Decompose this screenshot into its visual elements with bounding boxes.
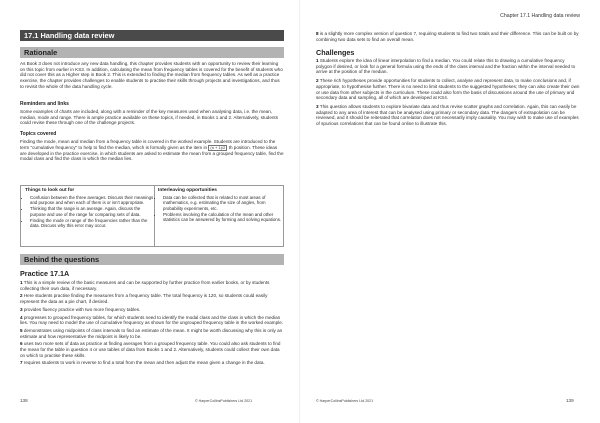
challenges-list	[316, 58, 580, 130]
topics-heading: Topics covered	[20, 131, 57, 137]
look-out-list	[21, 195, 154, 229]
right-page	[300, 0, 600, 423]
list-item: 7 requires students to work in reverse to find a total from the mean and then adjust the mean given a change in the data.	[20, 360, 265, 366]
list-item: 4 progresses to grouped frequency tables, for which students need to identify the modal class and the class in which the median lies. You may need to model the use of cumulative frequency as shown for the ungrouped frequency table in the worked example.	[20, 314, 284, 326]
list-item: 2 Here students practise finding the measures from a frequency table. The total frequency is 120, so students could easily represent the data as a pie chart, if desired.	[20, 293, 268, 305]
topics-text	[20, 139, 284, 162]
page-number-right: 139	[566, 398, 574, 403]
rationale-text: As Book 3 does not introduce any new data handling, this chapter provides students with an opportunity to review their learning on this topic from earlier in KS3. In addition, calculating the mean from frequency tables is covered for the benefit of students who did not cover this as a Higher step in Book 2. This is extended to finding the median from frequency tables. As well as a practice exercise, the chapter provides challenges to enable students to practise their skills through projects and investigations, and thus to revisit the whole of the data handling cycle.	[20, 61, 283, 89]
list-item: 2 These rich hypotheses provide opportunities for students to collect, analyse and represent data, to make conclusions and, if appropriate, to hypothesise further. There is no need to limit students to the suggested hypotheses; they can also create their own or use data from other subjects in the curriculum. These could also form the basis of discussions around the use of primary and secondary data and sampling, all of which are developed at KS4.	[316, 78, 580, 101]
topics-text-2: th position. These ideas are developed in the practice exercise, in which students are asked to estimate the mean from a grouped frequency table, find the modal class and find the class in which the median lies.	[20, 144, 284, 162]
list-item: 3 This question allows students to explore bivariate data and thus revise scatter graphs and correlation. Again, this can easily be adapted to any area of interest that can be analysed using primary or secondary data. The dangers of extrapolation can be reviewed, and it should be reiterated that correlation does not necessarily imply causality. You may wish to make use of examples of spurious correlations that can be found online to illustrate this.	[316, 103, 579, 127]
question-8: 8 is a slightly more complex version of question 7, requiring students to find two totals and their difference. This can be built on by combining two data sets to find an overall mean.	[316, 31, 579, 42]
list-item: 6 uses two more sets of data as practice at finding averages from a grouped frequency table. You could also ask students to find the mean for the table in question 4 or use tables of data from Books 1 and 2. Alternatively, students could collect their own data on which to practise these skills.	[20, 341, 281, 358]
challenges-heading: Challenges	[316, 48, 355, 57]
list-item: 1 This is a simple review of the basic measures and can be supported by further practice from earlier books, or by students collecting their own data, if necessary.	[20, 280, 270, 291]
section-title: 17.1 Handling data review	[20, 30, 284, 41]
list-item: • Confusion between the three averages. Discuss their meanings and purpose and when each of them is or isn't appropriate.	[30, 195, 154, 206]
behind-heading: Behind the questions	[20, 254, 284, 265]
list-item: 3 provides fluency practice with two more frequency tables.	[20, 306, 141, 312]
rationale-heading: Rationale	[20, 47, 284, 58]
practice-heading: Practice 17.1A	[20, 269, 70, 278]
reminders-text: Some examples of charts are included, along with a reminder of the key measures used when analysing data, i.e. the mean, median, mode and range. There is ample practice available on these topics, if needed, in Books 1 and 2. Alternatively, students could revise these through one of the challenge projects.	[20, 109, 279, 126]
median-position-formula: (n + 1)/2	[210, 144, 226, 150]
look-out-heading: Things to look out for	[25, 188, 75, 193]
list-item: 1 Students explore the idea of linear interpolation to find a median. You could relate this to drawing a cumulative frequency polygon if desired, or look for a general formula using the ends of the class interval and the fraction within the interval needed to arrive at the position of the median.	[316, 58, 576, 75]
look-out-box	[20, 185, 284, 247]
running-header: Chapter 17.1 Handling data review	[500, 13, 580, 19]
list-item: • Finding the mode or range of the frequencies rather than the data. Discuss why this error may occur.	[30, 218, 154, 229]
list-item: • Thinking that the range is an average. Again, discuss the purpose and use of the range for comparing sets of data.	[30, 206, 154, 217]
topics-text-1: Finding the mode, mean and median from a frequency table is covered in the worked example. Students are introduced to the term "cumulative frequency" to help to find the median, which is formally given as the item in	[20, 139, 276, 150]
list-item: • Problems involving the calculation of the mean and other statistics can be answered by forming and solving equations.	[163, 212, 284, 223]
list-item: • Data can be collected that is related to most areas of mathematics, e.g. estimating the size of angles, from probability experiments, etc.	[163, 195, 284, 211]
copyright-left: © HarperCollinsPublishers Ltd 2021	[195, 399, 253, 403]
copyright-right: © HarperCollinsPublishers Ltd 2021	[316, 399, 374, 403]
list-item: 5 demonstrates using midpoints of class intervals to find an estimate of the mean. It might be worth discussing why this is only an estimate and how representative the midpoint is likely to be.	[20, 327, 283, 339]
practice-list	[20, 280, 284, 368]
opportunities-heading: Interleaving opportunities	[158, 188, 217, 193]
opportunities-list	[154, 195, 284, 223]
page-number-left: 138	[20, 398, 28, 403]
reminders-heading: Reminders and links	[20, 101, 69, 107]
